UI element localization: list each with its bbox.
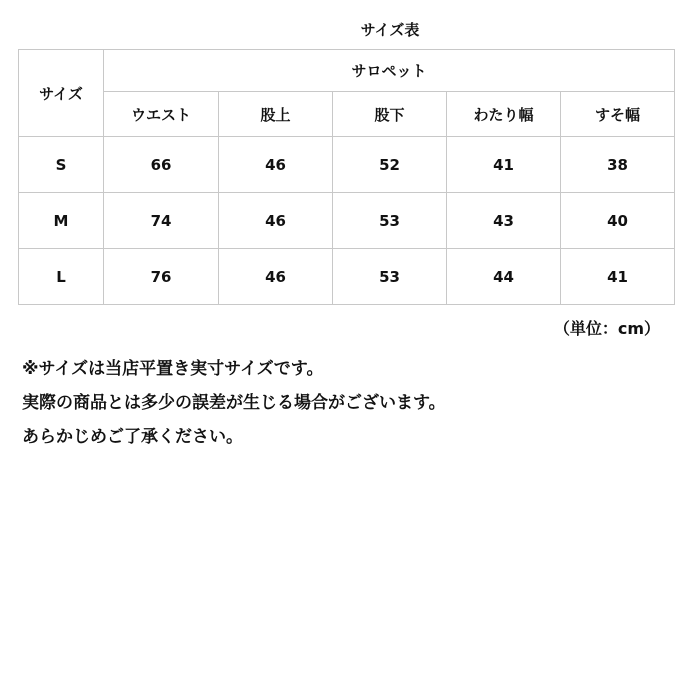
notes (22, 352, 446, 454)
chart-title: サイズ表 (360, 21, 420, 39)
table-cell: 38 (561, 137, 675, 193)
column-header: すそ幅 (561, 92, 675, 137)
column-header: 股下 (333, 92, 447, 137)
note-line: あらかじめご了承ください。 (22, 427, 243, 447)
size-header: サイズ (19, 50, 104, 137)
table-cell: 41 (447, 137, 561, 193)
column-header: ウエスト (104, 92, 219, 137)
note-line: 実際の商品とは多少の誤差が生じる場合がございます。 (22, 393, 446, 413)
column-header: わたり幅 (447, 92, 561, 137)
row-size-label: S (19, 137, 104, 193)
table-cell: 66 (104, 137, 219, 193)
table-cell: 46 (219, 137, 333, 193)
column-header: 股上 (219, 92, 333, 137)
table-column-header-row (19, 92, 675, 137)
table-row (19, 193, 675, 249)
table-cell: 46 (219, 193, 333, 249)
row-size-label: M (19, 193, 104, 249)
table-cell: 53 (333, 249, 447, 305)
table-cell: 40 (561, 193, 675, 249)
table-header-row (19, 50, 675, 92)
table-cell: 52 (333, 137, 447, 193)
size-table (18, 49, 675, 305)
table-cell: 53 (333, 193, 447, 249)
group-header: サロペット (104, 50, 675, 92)
table-cell: 76 (104, 249, 219, 305)
unit-label: （単位：cm） (553, 319, 660, 338)
table-row (19, 249, 675, 305)
table-cell: 43 (447, 193, 561, 249)
table-cell: 74 (104, 193, 219, 249)
table-cell: 41 (561, 249, 675, 305)
table-row (19, 137, 675, 193)
note-line: ※サイズは当店平置き実寸サイズです。 (22, 359, 324, 379)
row-size-label: L (19, 249, 104, 305)
table-cell: 46 (219, 249, 333, 305)
table-cell: 44 (447, 249, 561, 305)
